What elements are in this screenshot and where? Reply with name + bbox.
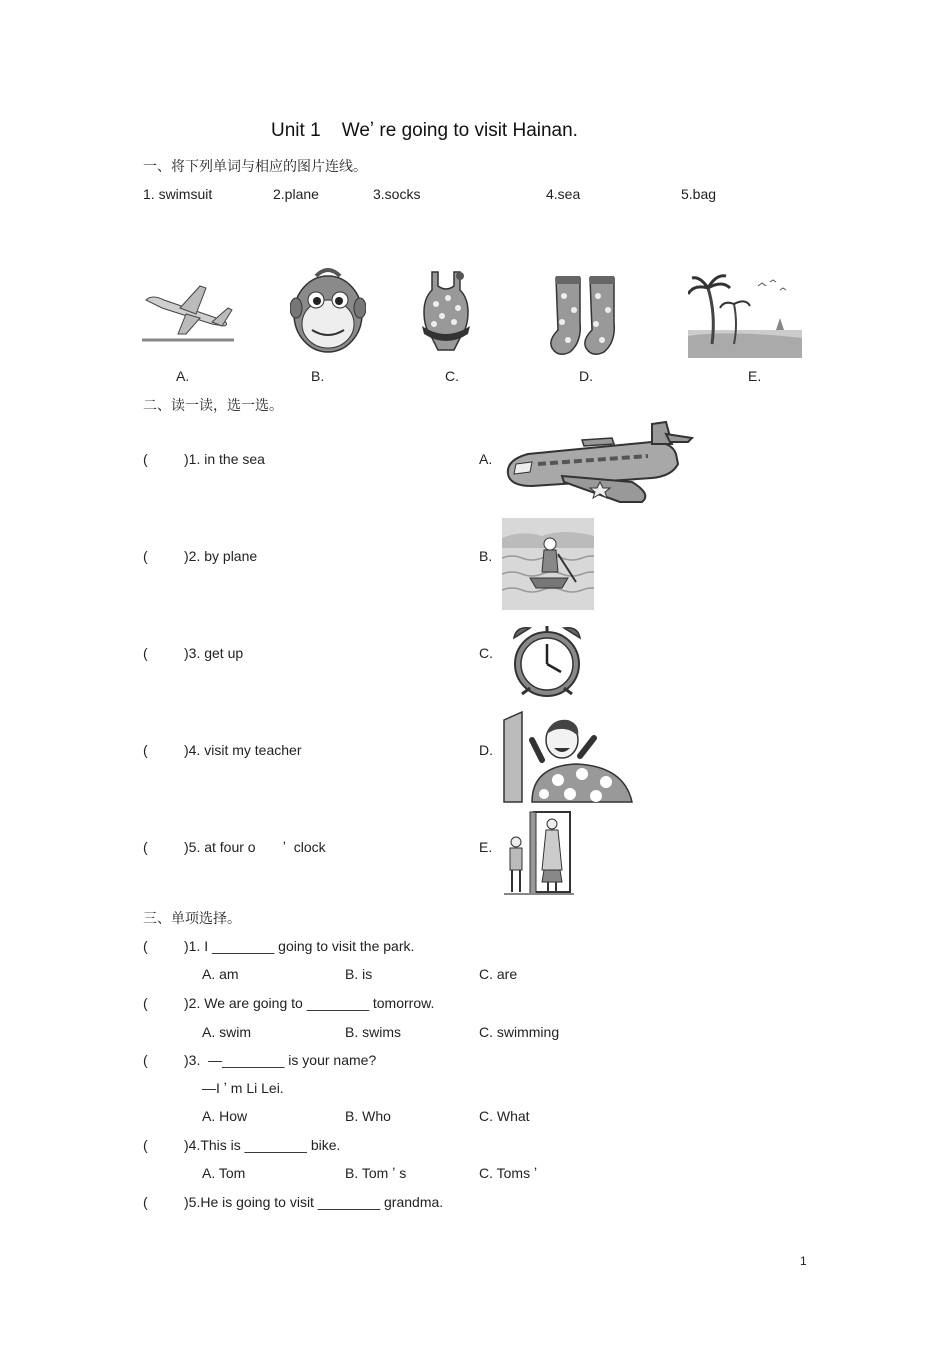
question-4-option-a: A. Tom	[202, 1165, 246, 1181]
question-2-paren: (	[143, 995, 148, 1011]
item-3-paren: (	[143, 645, 148, 661]
question-4-option-c: C. Toms ʼ	[479, 1165, 538, 1181]
question-2-stem: )2. We are going to ________ tomorrow.	[184, 995, 435, 1011]
beach-icon	[688, 274, 802, 358]
word-sea: 4.sea	[546, 186, 581, 202]
question-3-stem: )3. —________ is your name?	[184, 1052, 377, 1068]
question-1-paren: (	[143, 938, 148, 954]
boy-waking-icon	[502, 710, 634, 804]
option-letter-c: C.	[479, 645, 493, 661]
question-2-option-a: A. swim	[202, 1024, 251, 1040]
picture-letter-c: C.	[445, 368, 459, 384]
item-4-text: )4. visit my teacher	[184, 742, 302, 758]
question-2-option-c: C. swimming	[479, 1024, 560, 1040]
section-3-heading: 三、单项选择。	[143, 911, 241, 927]
question-4-paren: (	[143, 1137, 148, 1153]
question-3-option-c: C. What	[479, 1108, 530, 1124]
boat-icon	[502, 518, 594, 610]
word-bag: 5.bag	[681, 186, 717, 202]
airplane-icon	[142, 278, 234, 344]
backpack-icon	[290, 266, 366, 356]
item-5-text: )5. at four o ʼ clock	[184, 839, 326, 855]
door-visit-icon	[504, 810, 574, 898]
question-1-option-a: A. am	[202, 966, 239, 982]
question-3-option-a: A. How	[202, 1108, 248, 1124]
picture-letter-a: A.	[176, 368, 190, 384]
swimsuit-icon	[416, 268, 476, 358]
question-5-stem: )5.He is going to visit ________ grandma.	[184, 1194, 444, 1210]
question-1-stem: )1. I ________ going to visit the park.	[184, 938, 415, 954]
section-2-heading: 二、读一读，选一选。	[143, 398, 283, 414]
question-4-option-b: B. Tom ʼ s	[345, 1165, 407, 1181]
question-3-answer: —I ʼ m Li Lei.	[202, 1080, 284, 1096]
page-number: 1	[800, 1254, 807, 1268]
socks-icon	[548, 272, 624, 358]
picture-letter-b: B.	[311, 368, 325, 384]
picture-letter-d: D.	[579, 368, 593, 384]
item-4-paren: (	[143, 742, 148, 758]
question-1-option-b: B. is	[345, 966, 373, 982]
question-1-option-c: C. are	[479, 966, 518, 982]
page-title: Unit 1 Weʼ re going to visit Hainan.	[271, 120, 578, 141]
item-1-paren: (	[143, 451, 148, 467]
option-letter-b: B.	[479, 548, 493, 564]
question-3-paren: (	[143, 1052, 148, 1068]
airplane-icon	[502, 420, 694, 508]
question-5-paren: (	[143, 1194, 148, 1210]
picture-letter-e: E.	[748, 368, 762, 384]
option-letter-a: A.	[479, 451, 493, 467]
option-letter-e: E.	[479, 839, 493, 855]
item-3-text: )3. get up	[184, 645, 244, 661]
section-1-heading: 一、将下列单词与相应的图片连线。	[143, 159, 367, 175]
word-swimsuit: 1. swimsuit	[143, 186, 213, 202]
item-1-text: )1. in the sea	[184, 451, 265, 467]
item-2-text: )2. by plane	[184, 548, 258, 564]
option-letter-d: D.	[479, 742, 493, 758]
word-plane: 2.plane	[273, 186, 319, 202]
item-5-paren: (	[143, 839, 148, 855]
item-2-paren: (	[143, 548, 148, 564]
word-socks: 3.socks	[373, 186, 421, 202]
question-4-stem: )4.This is ________ bike.	[184, 1137, 341, 1153]
question-3-option-b: B. Who	[345, 1108, 391, 1124]
question-2-option-b: B. swims	[345, 1024, 401, 1040]
alarm-clock-icon	[506, 624, 588, 700]
